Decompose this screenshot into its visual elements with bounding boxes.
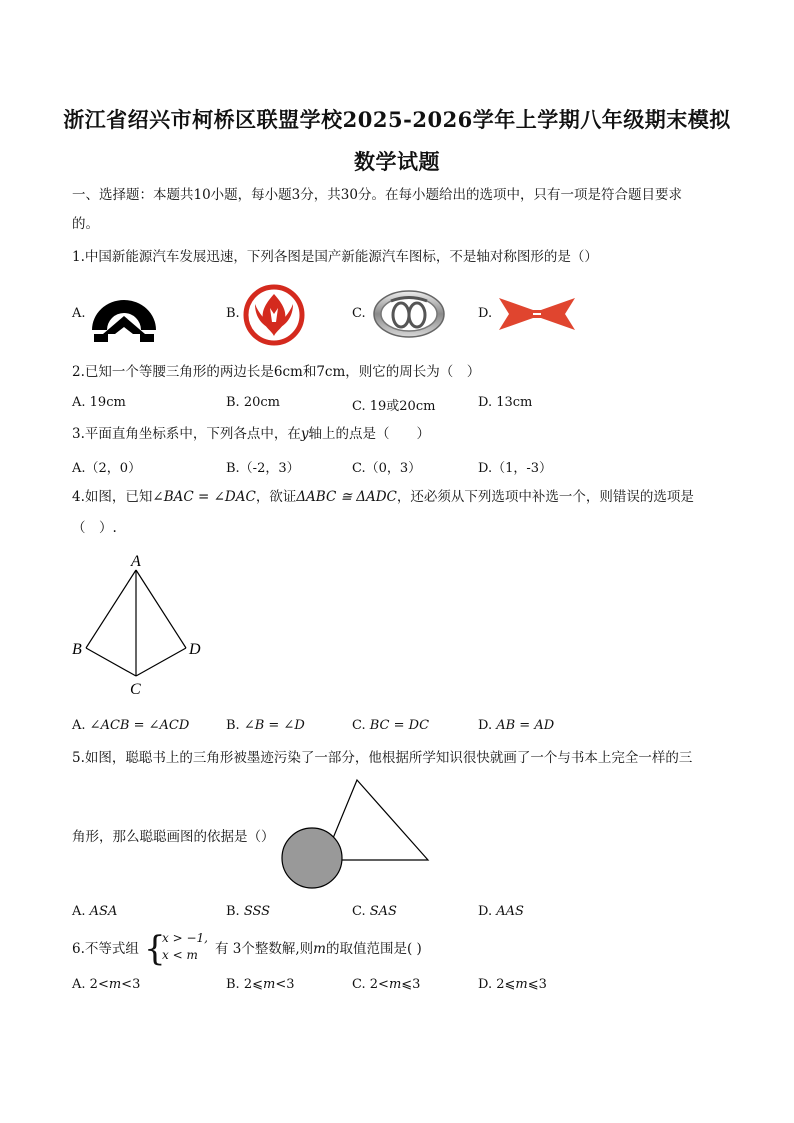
q3-stem-pre: 3.平面直角坐标系中，下列各点中，在 [72, 426, 301, 442]
q4-stem-pre: 4.如图，已知 [72, 489, 153, 505]
q5-stem-line1: 5.如图，聪聪书上的三角形被墨迹污染了一部分，他根据所学知识很快就画了一个与书本上完全一样的三 [72, 750, 693, 766]
q5-option-b: B. SSS [226, 904, 271, 919]
q3-option-b: B.（-2，3） [226, 461, 300, 476]
q6-option-c: C. 2<m⩽3 [352, 977, 421, 992]
q2-option-a: A. 19cm [72, 395, 126, 410]
q1-option-c-label: C. [352, 306, 366, 321]
q6-stem-post: 的取值范围是( ) [325, 941, 422, 957]
q4-stem-math1: ∠BAC = ∠DAC [152, 489, 256, 505]
q4-triangle-figure [68, 550, 218, 700]
q4-point-d: D [189, 641, 201, 658]
q5-stained-triangle-figure [278, 776, 432, 892]
q3-option-a: A.（2，0） [72, 461, 142, 476]
q5-option-a: A. ASA [72, 904, 118, 919]
q4-stem-math2: ΔABC ≅ ΔADC [296, 489, 397, 505]
q4-stem-post: ，还必须从下列选项中补选一个，则错误的选项是 [396, 489, 694, 505]
q6-stem-rest [215, 939, 422, 959]
q4-stem-line2: （ ）. [72, 520, 117, 536]
q6-stem-var: m [313, 941, 326, 957]
q3-stem-var: y [300, 426, 309, 442]
q6-option-a: A. 2<m<3 [72, 977, 141, 992]
q4-option-a: A. ∠ACB = ∠ACD [72, 718, 190, 733]
q2-option-c: C. 19或20cm [352, 399, 436, 414]
q5-stem-line2: 角形，那么聪聪画图的依据是（） [72, 829, 275, 845]
q4-point-b: B [72, 641, 82, 658]
q4-option-b: B. ∠B = ∠D [226, 718, 305, 733]
q3-option-d: D.（1，-3） [478, 461, 553, 476]
section-heading-line2: 的。 [72, 216, 99, 232]
q5-option-c: C. SAS [352, 904, 397, 919]
q6-option-d: D. 2⩽m⩽3 [478, 977, 547, 992]
q1-stem: 1.中国新能源汽车发展迅速，下列各图是国产新能源汽车图标，不是轴对称图形的是（） [72, 249, 598, 265]
q4-stem-mid: ，欲证 [255, 489, 297, 505]
q2-option-b: B. 20cm [226, 395, 280, 410]
bow-tie-logo-icon [497, 296, 577, 332]
q6-stem-mid: 有 3个整数解,则 [215, 941, 314, 957]
q2-option-d: D. 13cm [478, 395, 533, 410]
q1-option-b-label: B. [226, 306, 240, 321]
q6-system-line2: x < m [162, 948, 198, 962]
q1-option-d-label: D. [478, 306, 493, 321]
nio-logo-icon [89, 286, 159, 346]
page-subtitle: 数学试题 [354, 149, 440, 174]
q4-point-a: A [131, 553, 141, 570]
dongfeng-logo-icon [243, 284, 305, 346]
q4-point-c: C [130, 681, 141, 698]
q4-option-d: D. AB = AD [478, 718, 555, 733]
q3-option-c: C.（0，3） [352, 461, 422, 476]
q6-system-line1: x > −1, [162, 931, 208, 945]
section-heading-line1: 一、选择题：本题共10小题，每小题3分，共30分。在每小题给出的选项中，只有一项是符合题目要求 [72, 187, 682, 203]
q4-option-c: C. BC = DC [352, 718, 430, 733]
q4-stem [72, 487, 694, 507]
q6-brace: { [144, 929, 166, 969]
page-title: 浙江省绍兴市柯桥区联盟学校2025-2026学年上学期八年级期末模拟 [63, 107, 731, 132]
q3-stem [72, 424, 430, 444]
q6-option-b: B. 2⩽m<3 [226, 977, 295, 992]
q6-stem-pre: 6.不等式组 [72, 941, 139, 957]
baic-logo-icon [371, 288, 447, 340]
q5-option-d: D. AAS [478, 904, 524, 919]
q1-option-a-label: A. [72, 306, 86, 321]
q3-stem-post: 轴上的点是（ ） [308, 426, 431, 442]
ink-stain [282, 828, 342, 888]
q2-stem: 2.已知一个等腰三角形的两边长是6cm和7cm，则它的周长为（ ） [72, 364, 481, 380]
